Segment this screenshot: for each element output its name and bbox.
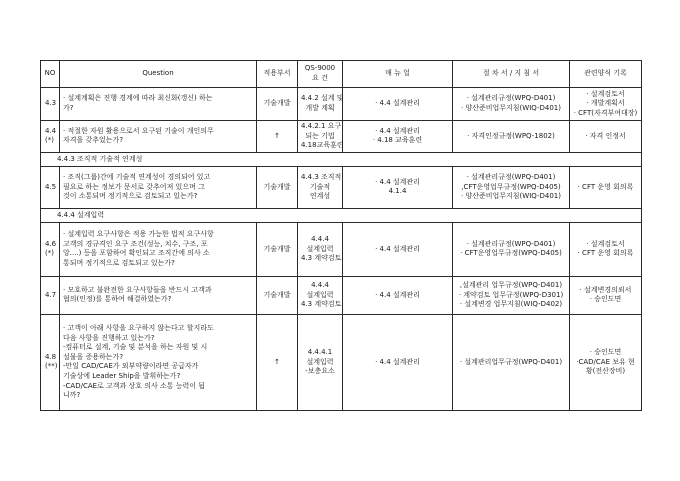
cell-no-line: (**) bbox=[45, 362, 58, 371]
cell-no bbox=[41, 88, 60, 121]
cell-no bbox=[41, 166, 60, 208]
cell-qs bbox=[298, 314, 343, 410]
cell-procedure-line: · 설계관리규정(WPQ-D401) bbox=[466, 239, 556, 248]
cell-records-line: · 자격 인정서 bbox=[585, 131, 626, 140]
cell-procedure-line: · 양산준비업무지침(WIQ-D401) bbox=[461, 192, 561, 201]
cell-question-line: 니까? bbox=[63, 391, 81, 400]
cell-question bbox=[60, 88, 257, 121]
cell-question-line: 협의(인정)를 통하여 해결하였는가? bbox=[63, 295, 172, 304]
cell-qs bbox=[298, 166, 343, 208]
cell-dept: ↑ bbox=[257, 121, 298, 153]
cell-no-line: (*) bbox=[45, 136, 54, 145]
col-header-manual: 매 뉴 얼 bbox=[343, 61, 453, 88]
cell-question-line: 통되며 정기적으로 검토되고 있는가? bbox=[63, 259, 175, 268]
cell-qs bbox=[298, 222, 343, 276]
cell-qs-line: -보충요소 bbox=[305, 367, 335, 376]
cell-records-line: ·CAD/CAE 보유 현 bbox=[576, 357, 635, 366]
cell-procedure-line: ,CFT운영업무규정(WPQ-D405) bbox=[461, 182, 561, 191]
cell-question-line: 가? bbox=[63, 104, 74, 112]
table-row bbox=[41, 222, 642, 276]
col-header-qs bbox=[298, 61, 343, 88]
cell-no-line: (*) bbox=[45, 249, 54, 258]
cell-manual bbox=[343, 88, 453, 121]
cell-question-line: · 모호하고 불완전한 요구사항들을 반드시 고객과 bbox=[63, 285, 212, 294]
cell-question-line: 자격을 갖추었는가? bbox=[63, 136, 124, 145]
section-label: 4.4.4 설계입력 bbox=[41, 208, 642, 222]
cell-procedure-line: · 계약검토 업무규정(WPQ-D301) bbox=[458, 290, 564, 299]
cell-dept: 기술개발 bbox=[257, 166, 298, 208]
cell-manual-line: · 4.4 설계관리 bbox=[375, 177, 420, 186]
cell-question-line: -컴퓨터로 설계, 기술 및 분석을 하는 자원 및 시 bbox=[63, 343, 208, 352]
cell-procedure-line: · CFT운영업무규정(WPQ-D405) bbox=[460, 249, 562, 258]
cell-no bbox=[41, 314, 60, 410]
cell-manual-line: · 4.4 설계관리 bbox=[375, 357, 420, 366]
cell-manual-line: · 4.4 설계관리 bbox=[375, 126, 420, 135]
cell-question-line: · 조직(그룹)간에 기술적 연계성이 경의되어 있고 bbox=[63, 172, 211, 181]
table-row bbox=[41, 121, 642, 153]
cell-qs-line: 4.4.3 조직적 bbox=[301, 172, 342, 181]
cell-qs-line: 연계성 bbox=[309, 192, 331, 201]
cell-manual bbox=[343, 222, 453, 276]
section-label: 4.4.3 조직적 기술적 연계성 bbox=[41, 152, 642, 166]
cell-no-line: 4.8 bbox=[45, 352, 57, 361]
cell-manual bbox=[343, 121, 453, 153]
cell-procedure bbox=[453, 166, 570, 208]
cell-question-line: -만일 CAD/CAE가 외부약량이라면 공급자가 bbox=[63, 362, 199, 371]
cell-question-line: · 적절한 자원 활용으로서 요구된 기술이 개인의무 bbox=[63, 126, 214, 135]
cell-records bbox=[570, 222, 642, 276]
cell-no bbox=[41, 222, 60, 276]
cell-question-line: 것이 소통되며 정기적으로 검토되고 있는가? bbox=[63, 192, 198, 201]
cell-question-line: -CAD/CAE로 고객과 상호 의사 소통 능력이 됩 bbox=[63, 381, 206, 390]
cell-qs-line: 설계입력 bbox=[306, 244, 334, 253]
cell-records-line: · 개발계획서 bbox=[586, 99, 625, 108]
col-header-qs-line: QS-9000 bbox=[304, 64, 336, 73]
cell-qs-line: 설계입력 bbox=[306, 290, 334, 299]
cell-qs bbox=[298, 121, 343, 153]
cell-procedure bbox=[453, 121, 570, 153]
cell-no-line: 4.4 bbox=[45, 126, 57, 135]
cell-qs-line: 4.4.2 설계 및 bbox=[301, 94, 344, 103]
section-row bbox=[41, 152, 642, 166]
cell-procedure-line: · 설계변경 업무지침(WIQ-D402) bbox=[459, 300, 563, 309]
cell-records bbox=[570, 276, 642, 314]
cell-manual bbox=[343, 166, 453, 208]
cell-procedure bbox=[453, 276, 570, 314]
cell-records-line: · 승인도면 bbox=[589, 295, 622, 304]
cell-procedure bbox=[453, 88, 570, 121]
cell-question-line: 고객의 경규격인 요구 조건(성능, 치수, 구조, 포 bbox=[63, 239, 208, 248]
cell-records bbox=[570, 166, 642, 208]
cell-no bbox=[41, 121, 60, 153]
table-row bbox=[41, 314, 642, 410]
cell-qs-line: 4.3 계약검토 bbox=[301, 254, 342, 263]
cell-qs-line: 4.4.4 bbox=[311, 234, 329, 243]
col-header-records: 관련양식 기록 bbox=[570, 61, 642, 88]
cell-dept: ↑ bbox=[257, 314, 298, 410]
cell-qs-line: 4.18교육훈련 bbox=[301, 141, 344, 150]
cell-records-line: · CFT(자격부여대장) bbox=[573, 108, 638, 117]
cell-question-line: · 설계입력 요구사항은 적용 가능한 법적 요구사항 bbox=[63, 230, 214, 239]
cell-procedure bbox=[453, 222, 570, 276]
cell-procedure-line: · 설계관리규정(WPQ-D401) bbox=[466, 172, 556, 181]
cell-question-line: · 설계계획은 진행 경계에 따라 최신화(갱신) 하는 bbox=[63, 94, 213, 103]
cell-manual-line: · 4.4 설계관리 bbox=[375, 99, 420, 108]
header-row bbox=[41, 61, 642, 88]
cell-qs-line: 4.4.4 bbox=[311, 280, 329, 289]
cell-records-line: · CFT 운영 회의록 bbox=[577, 249, 634, 258]
cell-qs-line: 4.4.4.1 bbox=[307, 347, 333, 356]
table-row bbox=[41, 276, 642, 314]
cell-procedure-line: · 설계관리규정(WPQ-D401) bbox=[466, 94, 556, 103]
cell-question bbox=[60, 276, 257, 314]
cell-question-line: 설물을 증용하는가? bbox=[63, 352, 124, 361]
cell-qs-line: 되는 기법 bbox=[305, 131, 335, 140]
cell-manual bbox=[343, 314, 453, 410]
cell-procedure-line: · 자격인정규정(WPQ-1802) bbox=[467, 131, 555, 140]
cell-question bbox=[60, 121, 257, 153]
cell-procedure bbox=[453, 314, 570, 410]
cell-qs bbox=[298, 88, 343, 121]
cell-records-line: · CFT 운영 회의록 bbox=[577, 182, 634, 191]
cell-qs-line: 설계입력 bbox=[306, 357, 334, 366]
checklist-table bbox=[40, 60, 642, 411]
cell-manual-line: · 4.4 설계관리 bbox=[375, 290, 420, 299]
cell-records-line: 황(전산장비) bbox=[585, 367, 626, 376]
cell-procedure-line: ,설계관리 업무규정(WPQ-D401) bbox=[459, 280, 563, 289]
cell-manual bbox=[343, 276, 453, 314]
cell-procedure-line: · 양산준비업무지침(WIQ-D401) bbox=[461, 104, 561, 112]
cell-manual-line: 4.1.4 bbox=[388, 187, 407, 196]
cell-dept: 기술개발 bbox=[257, 276, 298, 314]
cell-manual-line: · 4.4 설계관리 bbox=[375, 244, 420, 253]
col-header-no: NO bbox=[41, 61, 60, 88]
col-header-dept: 적용부서 bbox=[257, 61, 298, 88]
cell-no-line: 4.5 bbox=[45, 182, 57, 191]
cell-records-line: · 승인도면 bbox=[589, 347, 622, 356]
cell-records bbox=[570, 314, 642, 410]
cell-question-line: 기술상에 Leader Ship을 발휘하는가? bbox=[63, 372, 181, 381]
cell-dept: 기술개발 bbox=[257, 88, 298, 121]
table-row bbox=[41, 88, 642, 121]
cell-manual-line: · 4.18 교육훈련 bbox=[372, 136, 423, 145]
cell-no bbox=[41, 276, 60, 314]
cell-question bbox=[60, 314, 257, 410]
cell-question-line: 앙....) 등을 포함하여 확인되고 조직간에 의사 소 bbox=[63, 249, 210, 258]
cell-no-line: 4.6 bbox=[45, 239, 57, 248]
cell-records bbox=[570, 88, 642, 121]
cell-qs-line: 기술적 bbox=[309, 182, 331, 191]
col-header-qs-line: 요 건 bbox=[312, 74, 328, 82]
cell-question bbox=[60, 222, 257, 276]
cell-no-line: 4.7 bbox=[45, 290, 57, 299]
col-header-question: Question bbox=[60, 61, 257, 88]
checklist-body bbox=[41, 88, 642, 411]
cell-question-line: 다음 사항을 진행하고 있는가? bbox=[63, 333, 155, 342]
cell-records-line: · 설계변경의뢰서 bbox=[579, 285, 632, 294]
col-header-procedure: 절 차 서 / 지 침 서 bbox=[453, 61, 570, 88]
cell-qs bbox=[298, 276, 343, 314]
cell-procedure-line: · 설계관리업무규정(WPQ-D401) bbox=[459, 357, 563, 366]
cell-question-line: · 고객이 아래 사항을 요구하지 않는다고 할지라도 bbox=[63, 323, 214, 332]
cell-question-line: 필요로 하는 정보가 문서로 갖추어져 있으며 그 bbox=[63, 182, 205, 191]
cell-records bbox=[570, 121, 642, 153]
cell-question bbox=[60, 166, 257, 208]
section-row bbox=[41, 208, 642, 222]
cell-no-line: 4.3 bbox=[45, 99, 57, 108]
cell-qs-line: 개발 계획 bbox=[305, 104, 335, 112]
cell-qs-line: 4.3 계약검토 bbox=[301, 300, 342, 309]
cell-records-line: · 설계검토서 bbox=[586, 89, 625, 98]
cell-records-line: · 설계검토서 bbox=[586, 239, 625, 248]
cell-qs-line: 4.4.2.1 요구 bbox=[301, 122, 342, 130]
table-row bbox=[41, 166, 642, 208]
cell-dept: 기술개발 bbox=[257, 222, 298, 276]
